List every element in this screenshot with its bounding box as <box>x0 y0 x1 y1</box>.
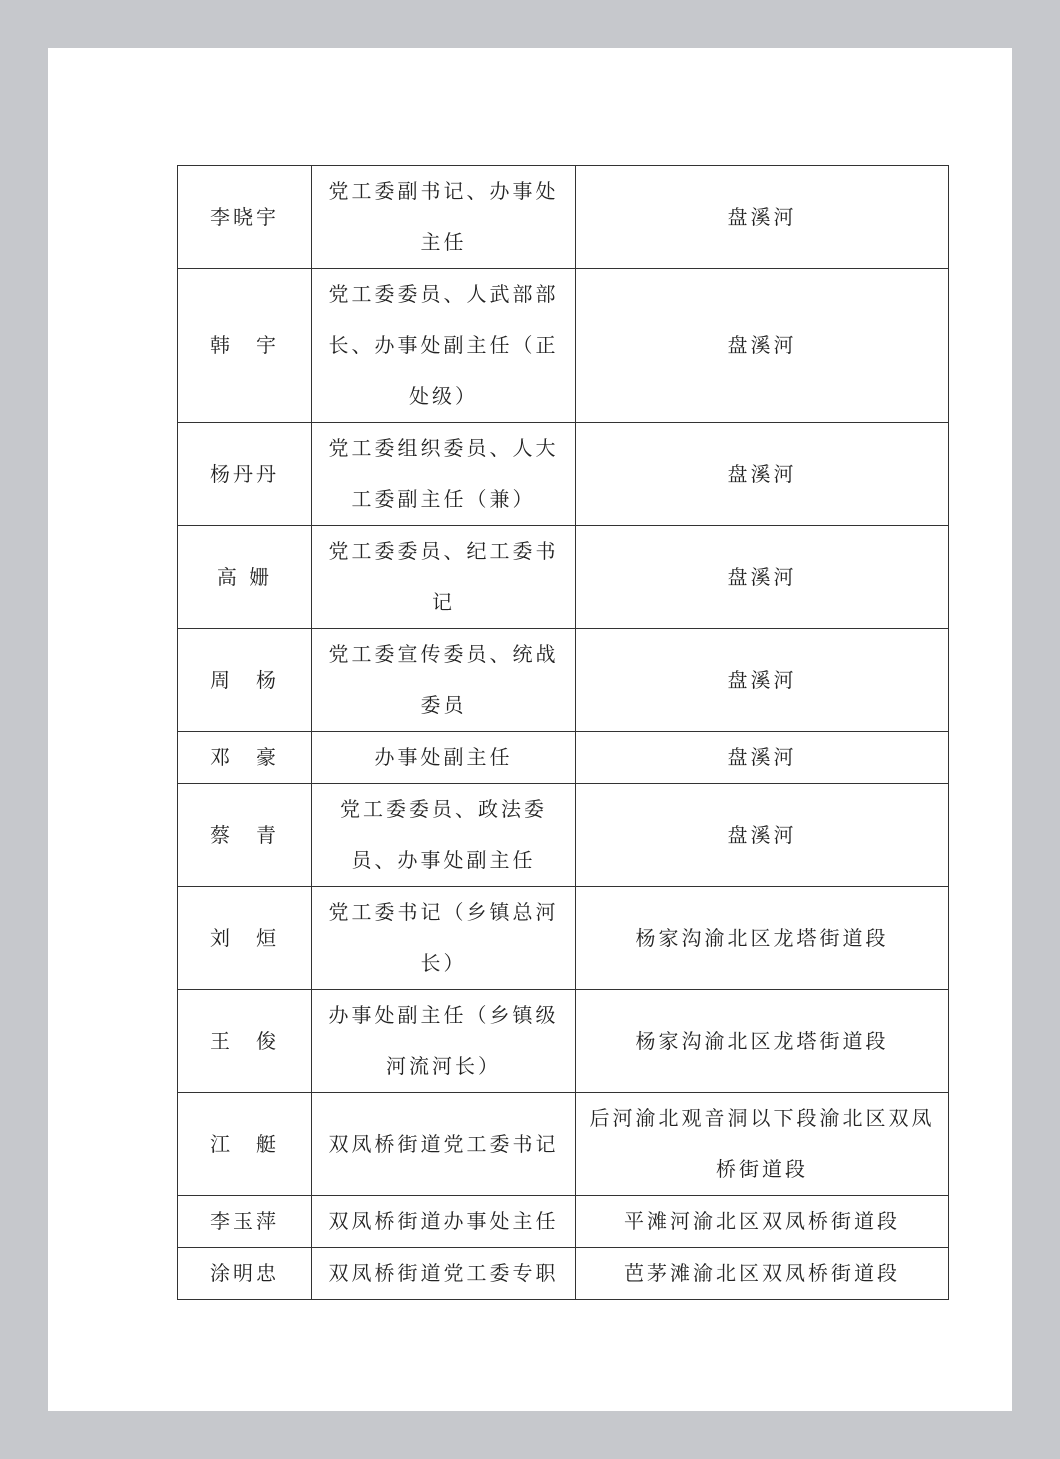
name-cell: 周 杨 <box>178 629 312 732</box>
title-cell: 双凤桥街道办事处主任 <box>312 1196 576 1248</box>
name-cell: 李晓宇 <box>178 166 312 269</box>
river-cell: 芭茅滩渝北区双凤桥街道段 <box>576 1248 949 1300</box>
name-cell: 刘 烜 <box>178 887 312 990</box>
name-cell: 李玉萍 <box>178 1196 312 1248</box>
river-cell: 盘溪河 <box>576 732 949 784</box>
table-row <box>178 1248 949 1300</box>
river-cell: 盘溪河 <box>576 166 949 269</box>
name-cell: 高 姗 <box>178 526 312 629</box>
table-row <box>178 732 949 784</box>
document-page <box>48 48 1012 1411</box>
title-cell: 党工委委员、纪工委书记 <box>312 526 576 629</box>
river-cell: 杨家沟渝北区龙塔街道段 <box>576 990 949 1093</box>
table-row <box>178 784 949 887</box>
river-cell: 盘溪河 <box>576 629 949 732</box>
river-cell: 后河渝北观音洞以下段渝北区双凤桥街道段 <box>576 1093 949 1196</box>
table-row <box>178 887 949 990</box>
name-cell: 涂明忠 <box>178 1248 312 1300</box>
table-row <box>178 269 949 423</box>
title-cell: 党工委宣传委员、统战委员 <box>312 629 576 732</box>
river-cell: 盘溪河 <box>576 784 949 887</box>
name-cell: 王 俊 <box>178 990 312 1093</box>
table-row <box>178 1196 949 1248</box>
table-row <box>178 423 949 526</box>
name-cell: 韩 宇 <box>178 269 312 423</box>
title-cell: 双凤桥街道党工委书记 <box>312 1093 576 1196</box>
table-row <box>178 629 949 732</box>
table-row <box>178 990 949 1093</box>
title-cell: 党工委委员、人武部部长、办事处副主任（正处级） <box>312 269 576 423</box>
table-row <box>178 166 949 269</box>
title-cell: 党工委副书记、办事处主任 <box>312 166 576 269</box>
river-cell: 平滩河渝北区双凤桥街道段 <box>576 1196 949 1248</box>
title-cell: 党工委书记（乡镇总河长） <box>312 887 576 990</box>
table-row <box>178 1093 949 1196</box>
title-cell: 双凤桥街道党工委专职 <box>312 1248 576 1300</box>
title-cell: 办事处副主任 <box>312 732 576 784</box>
name-cell: 邓 豪 <box>178 732 312 784</box>
name-cell: 杨丹丹 <box>178 423 312 526</box>
river-cell: 盘溪河 <box>576 269 949 423</box>
name-cell: 蔡 青 <box>178 784 312 887</box>
table-row <box>178 526 949 629</box>
river-cell: 杨家沟渝北区龙塔街道段 <box>576 887 949 990</box>
title-cell: 党工委委员、政法委员、办事处副主任 <box>312 784 576 887</box>
river-cell: 盘溪河 <box>576 423 949 526</box>
title-cell: 党工委组织委员、人大工委副主任（兼） <box>312 423 576 526</box>
name-cell: 江 艇 <box>178 1093 312 1196</box>
river-chief-table <box>177 165 949 1300</box>
title-cell: 办事处副主任（乡镇级河流河长） <box>312 990 576 1093</box>
river-cell: 盘溪河 <box>576 526 949 629</box>
